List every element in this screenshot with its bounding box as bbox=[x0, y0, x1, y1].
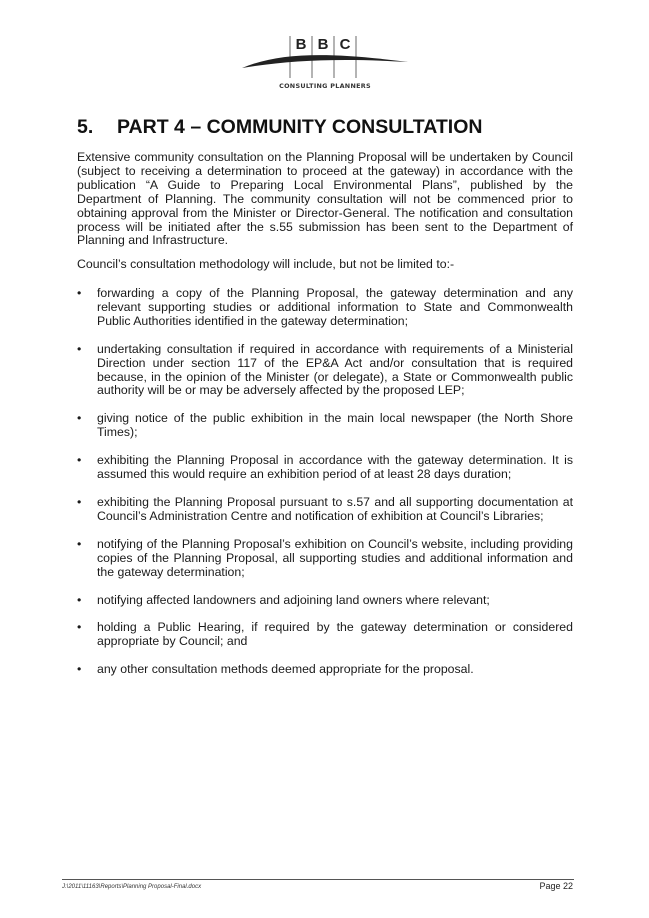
section-number: 5. bbox=[77, 116, 94, 138]
section-heading bbox=[77, 116, 482, 139]
list-item bbox=[77, 454, 573, 482]
page-number: Page 22 bbox=[539, 881, 573, 891]
bullet-icon: • bbox=[77, 411, 82, 426]
list-item-text: giving notice of the public exhibition in the main local newspaper (the North Shore Times); bbox=[97, 411, 573, 440]
logo-letter: C bbox=[339, 36, 351, 53]
logo-letter: B bbox=[317, 36, 329, 53]
list-item bbox=[77, 538, 573, 580]
list-item bbox=[77, 663, 573, 677]
bullet-icon: • bbox=[77, 592, 82, 607]
footer-divider bbox=[62, 879, 574, 880]
bullet-icon: • bbox=[77, 453, 82, 468]
logo-subtitle: CONSULTING PLANNERS bbox=[279, 82, 371, 90]
methodology-paragraph: Council’s consultation methodology will include, but not be limited to:- bbox=[77, 257, 455, 271]
list-item-text: notifying of the Planning Proposal’s exhibition on Council’s website, including providing copies of the Planning Proposal, all supporting studies and additional information and the gateway determination; bbox=[97, 536, 573, 579]
list-item bbox=[77, 496, 573, 524]
list-item bbox=[77, 594, 573, 608]
list-item-text: forwarding a copy of the Planning Proposal, the gateway determination and any relevant supporting studies or additional information to State and Commonwealth Public Authorities identified in the gateway determination; bbox=[97, 286, 573, 328]
list-item bbox=[77, 621, 573, 649]
list-item-text: holding a Public Hearing, if required by the gateway determination or considered appropriate by Council; and bbox=[97, 620, 573, 649]
list-item-text: any other consultation methods deemed appropriate for the proposal. bbox=[97, 662, 474, 677]
bullet-icon: • bbox=[77, 494, 82, 509]
bullet-icon: • bbox=[77, 620, 82, 635]
bullet-icon: • bbox=[77, 536, 82, 551]
footer-file-path: J:\2011\11163\Reports\Planning Proposal-Final.docx bbox=[62, 884, 202, 890]
bbc-logo bbox=[240, 34, 410, 92]
intro-paragraph: Extensive community consultation on the Planning Proposal will be undertaken by Council (subject to receiving a determination to proceed at the gateway) in accordance with the publication “A Guide to Preparing Local Environmental Plans”, published by the Department of Planning. The community consultation will not be commenced prior to obtaining approval from the Minister or Director-General. The notification and consultation process will be initiated after the s.55 submission has been sent to the Department of Planning and Infrastructure. bbox=[77, 150, 573, 248]
section-title: PART 4 – COMMUNITY CONSULTATION bbox=[117, 116, 483, 138]
consultation-methods-list bbox=[77, 287, 573, 691]
list-item bbox=[77, 412, 573, 440]
logo-letters bbox=[290, 36, 356, 58]
list-item-text: notifying affected landowners and adjoining land owners where relevant; bbox=[97, 592, 490, 607]
list-item-text: exhibiting the Planning Proposal pursuant to s.57 and all supporting documentation at Council’s Administration Centre and notification of exhibition at Council’s Libraries; bbox=[97, 494, 573, 523]
list-item bbox=[77, 287, 573, 329]
bullet-icon: • bbox=[77, 286, 82, 300]
bullet-icon: • bbox=[77, 341, 82, 356]
logo-letter: B bbox=[295, 36, 307, 53]
list-item-text: undertaking consultation if required in accordance with requirements of a Ministerial Direction under section 117 of the EP&A Act and/or consultation that is required because, in the opinion of the Minister (or delegate), a State or Commonwealth public authority will be or may be adversely affected by the proposed LEP; bbox=[97, 341, 573, 398]
bullet-icon: • bbox=[77, 662, 82, 677]
list-item bbox=[77, 343, 573, 399]
list-item-text: exhibiting the Planning Proposal in accordance with the gateway determination. It is assumed this would require an exhibition period of at least 28 days duration; bbox=[97, 453, 573, 482]
